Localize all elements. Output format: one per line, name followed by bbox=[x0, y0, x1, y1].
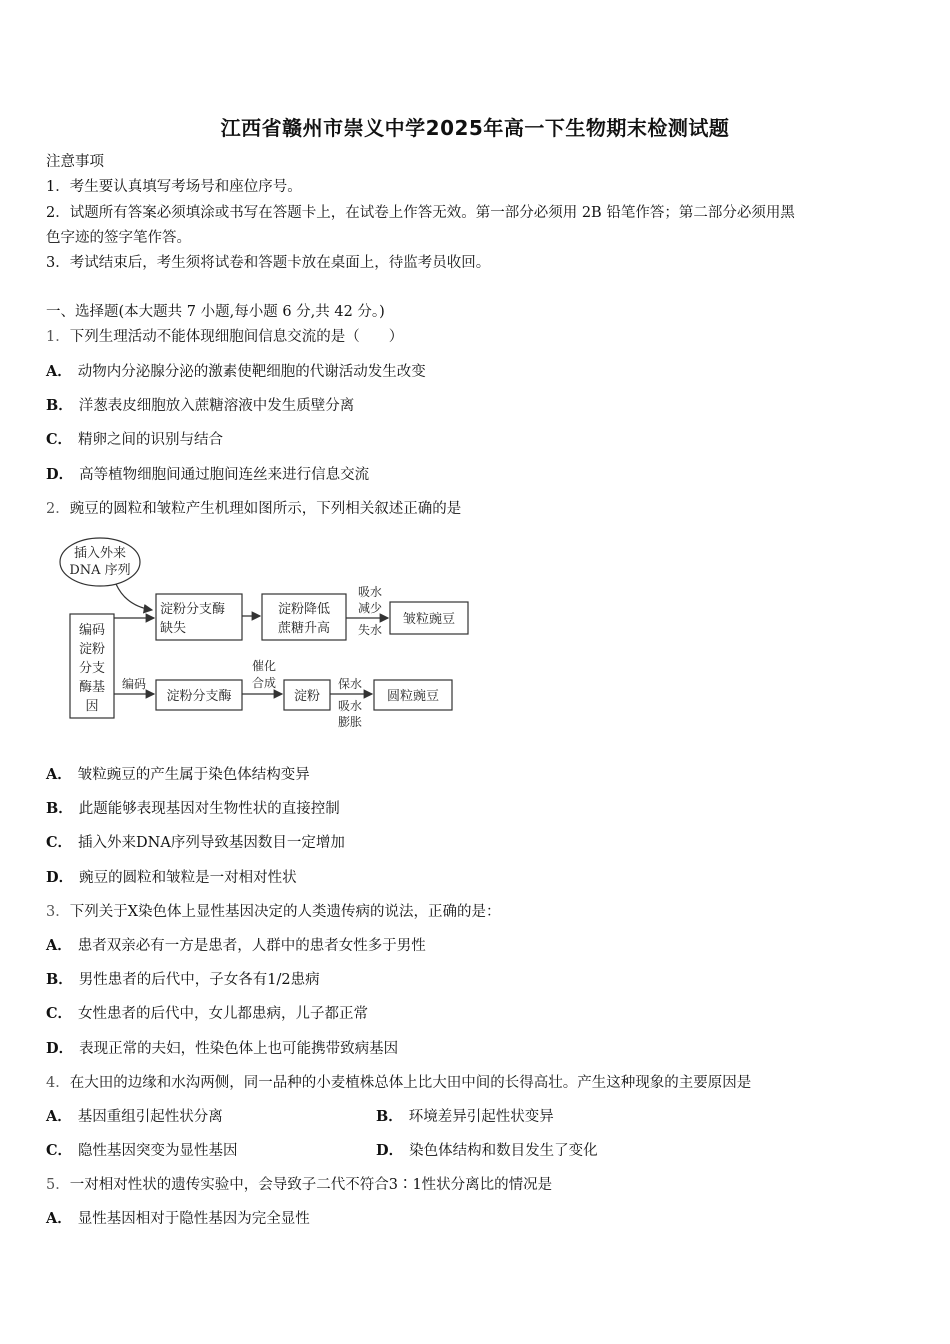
question-number: 4． bbox=[46, 1075, 70, 1091]
question-text: 一对相对性状的遗传实验中，会导致子二代不符合3∶1性状分离比的情况是 bbox=[69, 1177, 553, 1193]
diagram-label: 酶基 bbox=[78, 680, 106, 695]
notice-item: 3．考试结束后，考生须将试卷和答题卡放在桌面上，待监考员收回。 bbox=[46, 255, 491, 271]
option-letter: C． bbox=[46, 834, 73, 851]
option-a bbox=[46, 936, 426, 956]
question-number: 5． bbox=[46, 1177, 70, 1193]
option-text: 插入外来DNA序列导致基因数目一定增加 bbox=[78, 835, 345, 851]
option-text: 显性基因相对于隐性基因为完全显性 bbox=[77, 1211, 310, 1227]
diagram-label: 保水 bbox=[338, 677, 363, 691]
option-letter: A． bbox=[46, 1108, 72, 1125]
pea-mechanism-diagram bbox=[56, 536, 486, 736]
option-letter: C． bbox=[46, 1142, 73, 1159]
option-letter: A． bbox=[46, 766, 72, 783]
notice-heading: 注意事项 bbox=[46, 154, 104, 170]
option-text: 高等植物细胞间通过胞间连丝来进行信息交流 bbox=[79, 467, 370, 483]
question-number: 1． bbox=[46, 329, 70, 345]
question-1-stem bbox=[46, 327, 403, 347]
diagram-label: 催化 bbox=[252, 659, 277, 673]
option-text: 精卵之间的识别与结合 bbox=[78, 432, 224, 448]
option-d bbox=[46, 465, 369, 485]
question-5-stem bbox=[46, 1175, 552, 1195]
diagram-label: 圆粒豌豆 bbox=[386, 689, 440, 704]
insert-arrow bbox=[116, 584, 152, 610]
question-number: 2． bbox=[46, 501, 70, 517]
notice-item: 2．试题所有答案必须填涂或书写在答题卡上，在试卷上作答无效。第一部分必须用 2B 铅笔作答；第二部分必须用黑 bbox=[46, 205, 795, 221]
diagram-label: 吸水 bbox=[338, 699, 363, 713]
diagram-label: 蔗糖升高 bbox=[277, 621, 331, 636]
option-letter: B． bbox=[46, 800, 73, 817]
option-letter: A． bbox=[46, 937, 72, 954]
diagram-label: 淀粉降低 bbox=[277, 602, 331, 617]
notice-item: 色字迹的签字笔作答。 bbox=[46, 230, 191, 246]
question-text: 下列生理活动不能体现细胞间信息交流的是（ ） bbox=[69, 329, 404, 345]
option-text: 皱粒豌豆的产生属于染色体结构变异 bbox=[77, 767, 310, 783]
option-a bbox=[46, 765, 310, 785]
option-letter: D． bbox=[46, 466, 74, 483]
section-heading: 一、选择题(本大题共 7 小题,每小题 6 分,共 42 分。) bbox=[46, 304, 385, 320]
option-text: 表现正常的夫妇，性染色体上也可能携带致病基因 bbox=[79, 1041, 399, 1057]
option-c bbox=[46, 1004, 368, 1024]
option-text: 患者双亲必有一方是患者，人群中的患者女性多于男性 bbox=[77, 938, 426, 954]
question-2-stem bbox=[46, 499, 461, 519]
option-b bbox=[46, 970, 320, 990]
option-letter: C． bbox=[46, 431, 73, 448]
diagram-label: 皱粒豌豆 bbox=[402, 612, 456, 627]
option-letter: A． bbox=[46, 363, 72, 380]
option-letter: A． bbox=[46, 1210, 72, 1227]
option-text: 动物内分泌腺分泌的激素使靶细胞的代谢活动发生改变 bbox=[77, 364, 426, 380]
diagram-label: 合成 bbox=[252, 676, 277, 690]
question-text: 在大田的边缘和水沟两侧，同一品种的小麦植株总体上比大田中间的长得高壮。产生这种现象的主要原因是 bbox=[69, 1075, 752, 1091]
diagram-label: 膨胀 bbox=[338, 715, 363, 729]
diagram-label: 失水 bbox=[358, 623, 383, 637]
option-text: 洋葱表皮细胞放入蔗糖溶液中发生质壁分离 bbox=[78, 398, 355, 414]
option-d bbox=[46, 1039, 398, 1059]
diagram-label: 吸水 bbox=[358, 585, 383, 599]
diagram-label: 淀粉分支酶 bbox=[160, 602, 226, 617]
option-letter: D． bbox=[46, 869, 74, 886]
option-text: 男性患者的后代中，子女各有1/2患病 bbox=[78, 972, 320, 988]
notice-item: 1．考生要认真填写考场号和座位序号。 bbox=[46, 179, 302, 195]
question-3-stem bbox=[46, 902, 501, 922]
question-text: 豌豆的圆粒和皱粒产生机理如图所示，下列相关叙述正确的是 bbox=[69, 501, 462, 517]
diagram-label: 淀粉 bbox=[293, 689, 321, 704]
option-letter: B． bbox=[46, 397, 73, 414]
option-text: 此题能够表现基因对生物性状的直接控制 bbox=[78, 801, 340, 817]
diagram-label: 分支 bbox=[78, 661, 106, 676]
option-b bbox=[46, 396, 354, 416]
option-c bbox=[46, 1141, 238, 1161]
option-b bbox=[46, 799, 340, 819]
question-text: 下列关于X染色体上显性基因决定的人类遗传病的说法，正确的是： bbox=[69, 904, 501, 920]
option-text: 隐性基因突变为显性基因 bbox=[78, 1143, 238, 1159]
question-number: 3． bbox=[46, 904, 70, 920]
option-a bbox=[46, 1107, 223, 1127]
diagram-label: 淀粉分支酶 bbox=[166, 689, 232, 704]
diagram-label: 编码 bbox=[122, 677, 147, 691]
option-a bbox=[46, 362, 426, 382]
diagram-label: 淀粉 bbox=[78, 642, 106, 657]
option-b bbox=[376, 1107, 554, 1127]
option-letter: D． bbox=[376, 1142, 404, 1159]
option-letter: B． bbox=[376, 1108, 403, 1125]
option-text: 基因重组引起性状分离 bbox=[77, 1109, 223, 1125]
option-d bbox=[376, 1141, 598, 1161]
option-text: 女性患者的后代中，女儿都患病，儿子都正常 bbox=[78, 1006, 369, 1022]
option-c bbox=[46, 833, 345, 853]
diagram-label: DNA 序列 bbox=[69, 563, 131, 578]
option-letter: D． bbox=[46, 1040, 74, 1057]
option-d bbox=[46, 868, 297, 888]
option-text: 环境差异引起性状变异 bbox=[408, 1109, 554, 1125]
diagram-label: 因 bbox=[85, 699, 99, 714]
option-letter: C． bbox=[46, 1005, 73, 1022]
option-c bbox=[46, 430, 223, 450]
diagram-label: 编码 bbox=[78, 623, 106, 638]
option-letter: B． bbox=[46, 971, 73, 988]
diagram-label: 插入外来 bbox=[73, 546, 127, 561]
option-text: 豌豆的圆粒和皱粒是一对相对性状 bbox=[79, 870, 297, 886]
diagram-label: 减少 bbox=[358, 601, 383, 615]
option-text: 染色体结构和数目发生了变化 bbox=[409, 1143, 598, 1159]
page-title: 江西省赣州市崇义中学2025年高一下生物期末检测试题 bbox=[220, 116, 730, 140]
question-4-stem bbox=[46, 1073, 751, 1093]
option-a bbox=[46, 1209, 310, 1229]
diagram-label: 缺失 bbox=[160, 621, 187, 636]
